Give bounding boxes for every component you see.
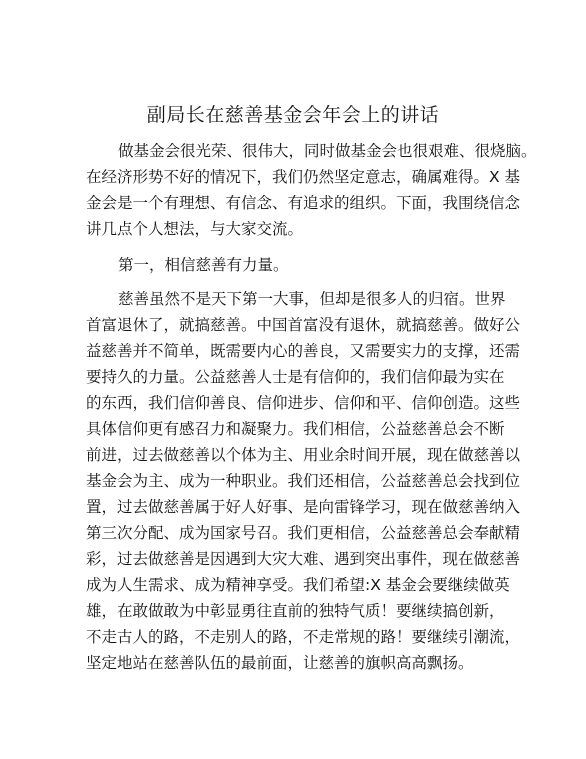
paragraph-line: 第三次分配、成为国家号召。我们更相信，公益慈善总会奉献精	[86, 524, 521, 542]
section-heading: 第一，相信慈善有力量。	[118, 256, 289, 274]
document-title: 副局长在慈善基金会年会上的讲话	[146, 104, 440, 126]
paragraph-line: 首富退休了，就搞慈善。中国首富没有退休，就搞慈善。做好公	[86, 316, 521, 334]
paragraph-line: 慈善虽然不是天下第一大事，但却是很多人的归宿。世界	[118, 290, 506, 308]
paragraph-line: 益慈善并不简单，既需要内心的善良，又需要实力的支撑，还需	[86, 342, 521, 360]
paragraph-line: 金会是一个有理想、有信念、有追求的组织。下面，我围绕信念	[86, 194, 521, 212]
paragraph-line: 基金会为主、成为一种职业。我们还相信，公益慈善总会找到位	[86, 472, 521, 490]
paragraph-line: 不走古人的路，不走别人的路，不走常规的路！要继续引潮流，	[86, 628, 521, 646]
paragraph-line: 做基金会很光荣、很伟大，同时做基金会也很艰难、很烧脑。	[118, 142, 537, 160]
paragraph-line: 在经济形势不好的情况下，我们仍然坚定意志，确属难得。X 基	[86, 168, 521, 186]
paragraph-line: 彩，过去做慈善是因遇到大灾大难、遇到突出事件，现在做慈善	[86, 550, 521, 568]
paragraph-line: 讲几点个人想法，与大家交流。	[86, 220, 304, 238]
paragraph-line: 成为人生需求、成为精神享受。我们希望:X 基金会要继续做英	[86, 576, 510, 594]
paragraph-line: 前进，过去做慈善以个体为主、用业余时间开展，现在做慈善以	[86, 446, 521, 464]
paragraph-line: 的东西，我们信仰善良、信仰进步、信仰和平、信仰创造。这些	[86, 394, 521, 412]
paragraph-line: 置，过去做慈善属于好人好事、是向雷锋学习，现在做慈善纳入	[86, 498, 521, 516]
paragraph-line: 坚定地站在慈善队伍的最前面，让慈善的旗帜高高飘扬。	[86, 654, 474, 672]
paragraph-line: 雄，在敢做敢为中彰显勇往直前的独特气质！要继续搞创新，	[86, 602, 505, 620]
paragraph-line: 要持久的力量。公益慈善人士是有信仰的，我们信仰最为实在	[86, 368, 505, 386]
paragraph-line: 具体信仰更有感召力和凝聚力。我们相信，公益慈善总会不断	[86, 420, 505, 438]
